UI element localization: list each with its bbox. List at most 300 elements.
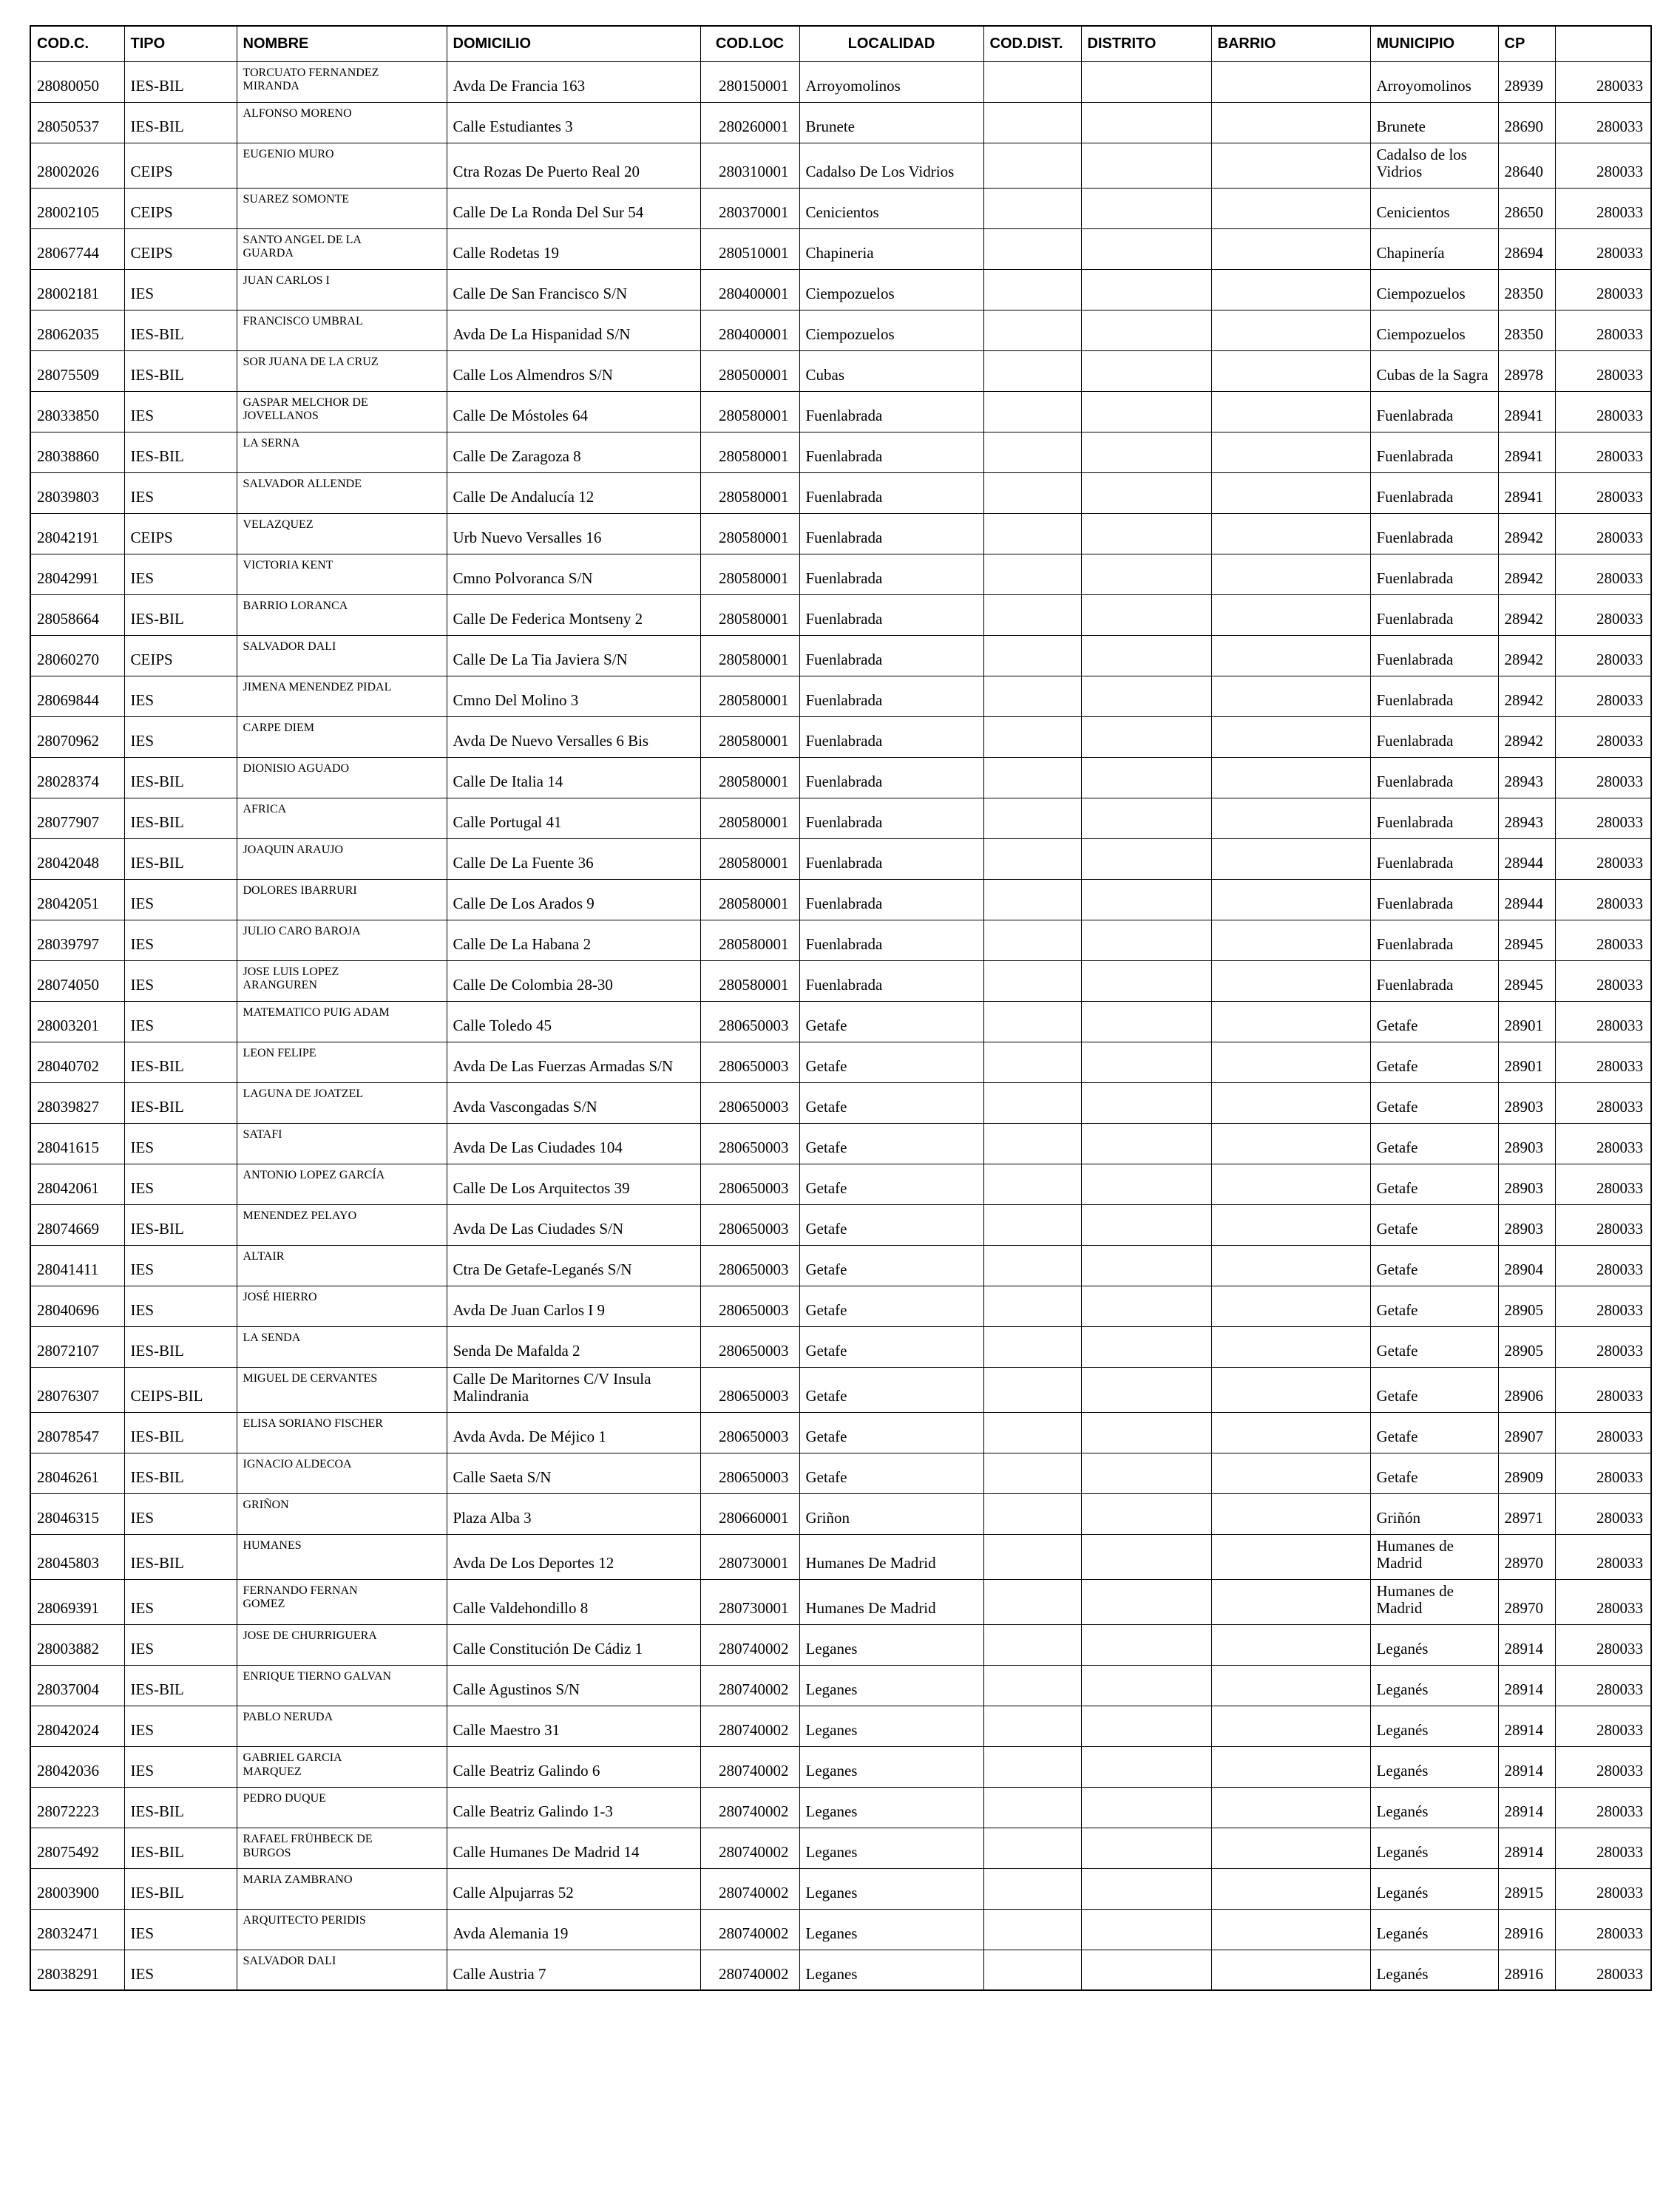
cell-cod-dist [983,1245,1081,1286]
cell-tipo: IES [124,1909,237,1950]
cell-distrito [1081,594,1211,635]
cell-barrio [1211,61,1370,102]
cell-barrio [1211,1706,1370,1746]
cell-barrio [1211,757,1370,798]
cell-distrito [1081,757,1211,798]
cell-nombre: SUAREZ SOMONTE [237,188,447,228]
table-row [30,432,1651,472]
cell-municipio: Leganés [1370,1624,1498,1665]
cell-extra: 280033 [1555,269,1651,310]
cell-barrio [1211,1665,1370,1706]
cell-barrio [1211,1082,1370,1123]
cell-cod-dist [983,310,1081,350]
table-row [30,102,1651,143]
cell-nombre: FERNANDO FERNAN GOMEZ [237,1579,447,1624]
cell-cod-c: 28041615 [30,1123,124,1164]
cell-barrio [1211,879,1370,920]
cell-localidad: Getafe [799,1412,983,1453]
table-row [30,1868,1651,1909]
cell-distrito [1081,188,1211,228]
cell-cp: 28901 [1498,1001,1555,1042]
cell-cod-dist [983,1624,1081,1665]
cell-cod-c: 28039827 [30,1082,124,1123]
cell-distrito [1081,554,1211,594]
cell-nombre: SANTO ANGEL DE LA GUARDA [237,228,447,269]
cell-tipo: IES [124,1950,237,1990]
cell-barrio [1211,1286,1370,1326]
cell-municipio: Getafe [1370,1412,1498,1453]
cell-cp: 28903 [1498,1204,1555,1245]
cell-distrito [1081,798,1211,838]
cell-distrito [1081,1909,1211,1950]
cell-distrito [1081,1453,1211,1493]
cell-cod-loc: 280650003 [700,1453,799,1493]
cell-cod-c: 28033850 [30,391,124,432]
cell-cod-dist [983,1123,1081,1164]
cell-domicilio: Calle Maestro 31 [447,1706,700,1746]
cell-cod-c: 28078547 [30,1412,124,1453]
cell-cod-dist [983,513,1081,554]
cell-nombre: DIONISIO AGUADO [237,757,447,798]
cell-barrio [1211,1245,1370,1286]
cell-tipo: IES-BIL [124,838,237,879]
cell-tipo: IES-BIL [124,310,237,350]
cell-localidad: Fuenlabrada [799,798,983,838]
cell-cp: 28909 [1498,1453,1555,1493]
cell-localidad: Fuenlabrada [799,472,983,513]
header-cod-dist: COD.DIST. [983,26,1081,61]
cell-barrio [1211,1493,1370,1534]
header-cod-loc: COD.LOC [700,26,799,61]
cell-cod-dist [983,472,1081,513]
cell-municipio: Fuenlabrada [1370,676,1498,716]
table-row [30,1245,1651,1286]
cell-cod-c: 28069844 [30,676,124,716]
table-row [30,1909,1651,1950]
cell-barrio [1211,472,1370,513]
cell-cod-loc: 280650003 [700,1164,799,1204]
cell-extra: 280033 [1555,432,1651,472]
cell-cod-dist [983,920,1081,960]
cell-cp: 28914 [1498,1787,1555,1828]
cell-domicilio: Calle De Andalucía 12 [447,472,700,513]
cell-tipo: IES [124,1624,237,1665]
cell-cod-c: 28040702 [30,1042,124,1082]
cell-localidad: Getafe [799,1164,983,1204]
cell-localidad: Getafe [799,1123,983,1164]
cell-tipo: IES-BIL [124,1868,237,1909]
cell-nombre: JOSE LUIS LOPEZ ARANGUREN [237,960,447,1001]
cell-extra: 280033 [1555,635,1651,676]
cell-barrio [1211,1746,1370,1787]
cell-cod-loc: 280260001 [700,102,799,143]
cell-domicilio: Calle De Federica Montseny 2 [447,594,700,635]
cell-distrito [1081,960,1211,1001]
cell-nombre: LEON FELIPE [237,1042,447,1082]
cell-cod-loc: 280580001 [700,716,799,757]
table-row [30,838,1651,879]
cell-cod-loc: 280370001 [700,188,799,228]
table-row [30,1204,1651,1245]
cell-extra: 280033 [1555,879,1651,920]
cell-domicilio: Calle De Los Arquitectos 39 [447,1164,700,1204]
cell-localidad: Leganes [799,1828,983,1868]
header-distrito: DISTRITO [1081,26,1211,61]
cell-extra: 280033 [1555,798,1651,838]
cell-localidad: Brunete [799,102,983,143]
cell-localidad: Leganes [799,1950,983,1990]
cell-nombre: MARIA ZAMBRANO [237,1868,447,1909]
cell-municipio: Getafe [1370,1082,1498,1123]
table-row [30,960,1651,1001]
cell-cp: 28690 [1498,102,1555,143]
cell-municipio: Leganés [1370,1868,1498,1909]
cell-barrio [1211,1204,1370,1245]
cell-tipo: IES [124,716,237,757]
cell-nombre: JOSÉ HIERRO [237,1286,447,1326]
cell-cp: 28945 [1498,960,1555,1001]
table-row [30,1082,1651,1123]
cell-cod-c: 28028374 [30,757,124,798]
cell-distrito [1081,1082,1211,1123]
cell-cp: 28915 [1498,1868,1555,1909]
cell-cod-dist [983,1746,1081,1787]
table-row [30,798,1651,838]
cell-barrio [1211,635,1370,676]
table-row [30,1746,1651,1787]
cell-municipio: Getafe [1370,1164,1498,1204]
cell-tipo: IES [124,920,237,960]
cell-extra: 280033 [1555,228,1651,269]
cell-cod-dist [983,1164,1081,1204]
cell-localidad: Fuenlabrada [799,594,983,635]
cell-cp: 28944 [1498,879,1555,920]
cell-extra: 280033 [1555,1286,1651,1326]
cell-nombre: ALTAIR [237,1245,447,1286]
cell-cp: 28944 [1498,838,1555,879]
cell-municipio: Getafe [1370,1326,1498,1367]
cell-municipio: Getafe [1370,1453,1498,1493]
cell-cod-c: 28002181 [30,269,124,310]
cell-cod-c: 28040696 [30,1286,124,1326]
cell-nombre: FRANCISCO UMBRAL [237,310,447,350]
cell-domicilio: Calle Rodetas 19 [447,228,700,269]
cell-municipio: Leganés [1370,1828,1498,1868]
cell-cod-dist [983,798,1081,838]
cell-distrito [1081,1950,1211,1990]
cell-cp: 28942 [1498,676,1555,716]
cell-tipo: IES-BIL [124,594,237,635]
cell-municipio: Getafe [1370,1001,1498,1042]
cell-municipio: Fuenlabrada [1370,513,1498,554]
cell-municipio: Cenicientos [1370,188,1498,228]
cell-cod-loc: 280740002 [700,1787,799,1828]
cell-barrio [1211,1868,1370,1909]
cell-cp: 28350 [1498,269,1555,310]
cell-cod-loc: 280580001 [700,513,799,554]
cell-tipo: IES [124,391,237,432]
cell-tipo: IES-BIL [124,1326,237,1367]
cell-cp: 28694 [1498,228,1555,269]
cell-cod-loc: 280580001 [700,594,799,635]
cell-extra: 280033 [1555,1828,1651,1868]
cell-barrio [1211,1123,1370,1164]
cell-municipio: Getafe [1370,1042,1498,1082]
cell-barrio [1211,1579,1370,1624]
cell-municipio: Leganés [1370,1787,1498,1828]
cell-nombre: AFRICA [237,798,447,838]
cell-cod-dist [983,1286,1081,1326]
cell-municipio: Fuenlabrada [1370,798,1498,838]
cell-cod-dist [983,432,1081,472]
cell-localidad: Leganes [799,1665,983,1706]
cell-extra: 280033 [1555,61,1651,102]
cell-cod-dist [983,350,1081,391]
cell-extra: 280033 [1555,594,1651,635]
cell-nombre: JOAQUIN ARAUJO [237,838,447,879]
cell-cod-loc: 280580001 [700,676,799,716]
cell-municipio: Fuenlabrada [1370,554,1498,594]
table-row [30,1828,1651,1868]
cell-extra: 280033 [1555,1665,1651,1706]
cell-cod-dist [983,1453,1081,1493]
cell-extra: 280033 [1555,1868,1651,1909]
cell-distrito [1081,1204,1211,1245]
cell-domicilio: Calle De Zaragoza 8 [447,432,700,472]
cell-extra: 280033 [1555,960,1651,1001]
cell-extra: 280033 [1555,920,1651,960]
cell-municipio: Leganés [1370,1909,1498,1950]
cell-barrio [1211,432,1370,472]
table-row [30,513,1651,554]
cell-extra: 280033 [1555,1245,1651,1286]
cell-barrio [1211,1001,1370,1042]
cell-extra: 280033 [1555,838,1651,879]
cell-localidad: Leganes [799,1706,983,1746]
cell-cp: 28942 [1498,716,1555,757]
cell-localidad: Getafe [799,1367,983,1412]
cell-tipo: IES-BIL [124,350,237,391]
table-row [30,1123,1651,1164]
cell-municipio: Fuenlabrada [1370,391,1498,432]
cell-barrio [1211,676,1370,716]
cell-cod-dist [983,1412,1081,1453]
cell-cod-loc: 280580001 [700,757,799,798]
cell-cod-loc: 280740002 [700,1665,799,1706]
cell-cp: 28901 [1498,1042,1555,1082]
cell-cod-c: 28075509 [30,350,124,391]
cell-cp: 28941 [1498,391,1555,432]
cell-domicilio: Calle De La Habana 2 [447,920,700,960]
cell-nombre: GRIÑON [237,1493,447,1534]
cell-tipo: IES [124,1001,237,1042]
table-row [30,269,1651,310]
cell-cp: 28904 [1498,1245,1555,1286]
cell-cod-dist [983,1042,1081,1082]
cell-cod-dist [983,838,1081,879]
cell-cod-loc: 280650003 [700,1123,799,1164]
cell-nombre: MENENDEZ PELAYO [237,1204,447,1245]
cell-barrio [1211,269,1370,310]
cell-municipio: Fuenlabrada [1370,920,1498,960]
cell-tipo: IES-BIL [124,102,237,143]
cell-localidad: Fuenlabrada [799,676,983,716]
cell-cod-dist [983,554,1081,594]
cell-municipio: Fuenlabrada [1370,960,1498,1001]
cell-extra: 280033 [1555,1950,1651,1990]
cell-tipo: IES-BIL [124,1412,237,1453]
cell-cod-loc: 280400001 [700,310,799,350]
cell-cp: 28916 [1498,1950,1555,1990]
cell-extra: 280033 [1555,1326,1651,1367]
cell-extra: 280033 [1555,676,1651,716]
cell-cod-dist [983,1828,1081,1868]
table-row [30,1579,1651,1624]
cell-nombre: GABRIEL GARCIA MARQUEZ [237,1746,447,1787]
cell-domicilio: Cmno Polvoranca S/N [447,554,700,594]
cell-cp: 28350 [1498,310,1555,350]
cell-localidad: Getafe [799,1042,983,1082]
cell-nombre: ELISA SORIANO FISCHER [237,1412,447,1453]
cell-cod-dist [983,1909,1081,1950]
cell-nombre: VELAZQUEZ [237,513,447,554]
cell-cod-c: 28003900 [30,1868,124,1909]
table-row [30,716,1651,757]
cell-distrito [1081,879,1211,920]
cell-barrio [1211,513,1370,554]
cell-cod-c: 28069391 [30,1579,124,1624]
cell-distrito [1081,1534,1211,1579]
cell-nombre: JIMENA MENENDEZ PIDAL [237,676,447,716]
table-row [30,1493,1651,1534]
cell-nombre: SALVADOR DALI [237,635,447,676]
header-row [30,26,1651,61]
cell-distrito [1081,143,1211,188]
cell-cp: 28914 [1498,1624,1555,1665]
cell-distrito [1081,1624,1211,1665]
cell-cod-loc: 280580001 [700,798,799,838]
cell-cod-loc: 280580001 [700,635,799,676]
cell-tipo: IES [124,1706,237,1746]
cell-cod-c: 28046315 [30,1493,124,1534]
cell-barrio [1211,102,1370,143]
table-row [30,391,1651,432]
cell-cod-c: 28032471 [30,1909,124,1950]
cell-nombre: JUAN CARLOS I [237,269,447,310]
cell-cod-dist [983,1665,1081,1706]
cell-cod-c: 28042051 [30,879,124,920]
cell-nombre: LAGUNA DE JOATZEL [237,1082,447,1123]
cell-barrio [1211,1534,1370,1579]
cell-nombre: SOR JUANA DE LA CRUZ [237,350,447,391]
cell-municipio: Fuenlabrada [1370,594,1498,635]
cell-cod-c: 28075492 [30,1828,124,1868]
table-row [30,1453,1651,1493]
cell-domicilio: Calle Beatriz Galindo 6 [447,1746,700,1787]
cell-cod-dist [983,1534,1081,1579]
cell-localidad: Humanes De Madrid [799,1579,983,1624]
cell-nombre: TORCUATO FERNANDEZ MIRANDA [237,61,447,102]
cell-municipio: Ciempozuelos [1370,310,1498,350]
cell-extra: 280033 [1555,1624,1651,1665]
cell-localidad: Getafe [799,1204,983,1245]
cell-cod-dist [983,1001,1081,1042]
cell-cp: 28970 [1498,1579,1555,1624]
cell-barrio [1211,350,1370,391]
cell-cod-c: 28074669 [30,1204,124,1245]
cell-localidad: Getafe [799,1001,983,1042]
cell-cod-c: 28042048 [30,838,124,879]
cell-distrito [1081,1001,1211,1042]
cell-municipio: Humanes de Madrid [1370,1534,1498,1579]
cell-municipio: Griñón [1370,1493,1498,1534]
cell-localidad: Ciempozuelos [799,269,983,310]
cell-cod-loc: 280740002 [700,1828,799,1868]
cell-domicilio: Calle De Italia 14 [447,757,700,798]
cell-localidad: Ciempozuelos [799,310,983,350]
cell-barrio [1211,1367,1370,1412]
cell-tipo: CEIPS [124,228,237,269]
cell-localidad: Fuenlabrada [799,513,983,554]
cell-localidad: Fuenlabrada [799,960,983,1001]
cell-localidad: Griñon [799,1493,983,1534]
cell-cod-loc: 280510001 [700,228,799,269]
cell-extra: 280033 [1555,513,1651,554]
cell-cod-loc: 280580001 [700,391,799,432]
cell-extra: 280033 [1555,1367,1651,1412]
cell-cod-c: 28041411 [30,1245,124,1286]
cell-extra: 280033 [1555,1787,1651,1828]
cell-tipo: IES-BIL [124,1665,237,1706]
cell-distrito [1081,920,1211,960]
cell-cod-loc: 280580001 [700,432,799,472]
header-tipo: TIPO [124,26,237,61]
cell-localidad: Humanes De Madrid [799,1534,983,1579]
cell-distrito [1081,1042,1211,1082]
cell-cp: 28914 [1498,1706,1555,1746]
cell-cod-loc: 280740002 [700,1909,799,1950]
cell-municipio: Fuenlabrada [1370,879,1498,920]
cell-nombre: MIGUEL DE CERVANTES [237,1367,447,1412]
cell-cod-loc: 280740002 [700,1868,799,1909]
cell-domicilio: Calle Humanes De Madrid 14 [447,1828,700,1868]
table-row [30,879,1651,920]
cell-extra: 280033 [1555,310,1651,350]
cell-cod-dist [983,879,1081,920]
cell-cod-dist [983,102,1081,143]
cell-cp: 28978 [1498,350,1555,391]
cell-barrio [1211,228,1370,269]
cell-extra: 280033 [1555,1706,1651,1746]
cell-cod-loc: 280580001 [700,472,799,513]
cell-domicilio: Calle Estudiantes 3 [447,102,700,143]
cell-extra: 280033 [1555,1123,1651,1164]
cell-cod-dist [983,228,1081,269]
cell-cod-c: 28042061 [30,1164,124,1204]
cell-nombre: VICTORIA KENT [237,554,447,594]
cell-domicilio: Ctra Rozas De Puerto Real 20 [447,143,700,188]
cell-cod-loc: 280310001 [700,143,799,188]
cell-localidad: Leganes [799,1787,983,1828]
cell-tipo: IES [124,879,237,920]
cell-domicilio: Calle Constitución De Cádiz 1 [447,1624,700,1665]
cell-domicilio: Avda De Las Fuerzas Armadas S/N [447,1042,700,1082]
schools-table [30,25,1652,1991]
cell-nombre: GASPAR MELCHOR DE JOVELLANOS [237,391,447,432]
cell-cp: 28939 [1498,61,1555,102]
table-row [30,1326,1651,1367]
cell-extra: 280033 [1555,391,1651,432]
